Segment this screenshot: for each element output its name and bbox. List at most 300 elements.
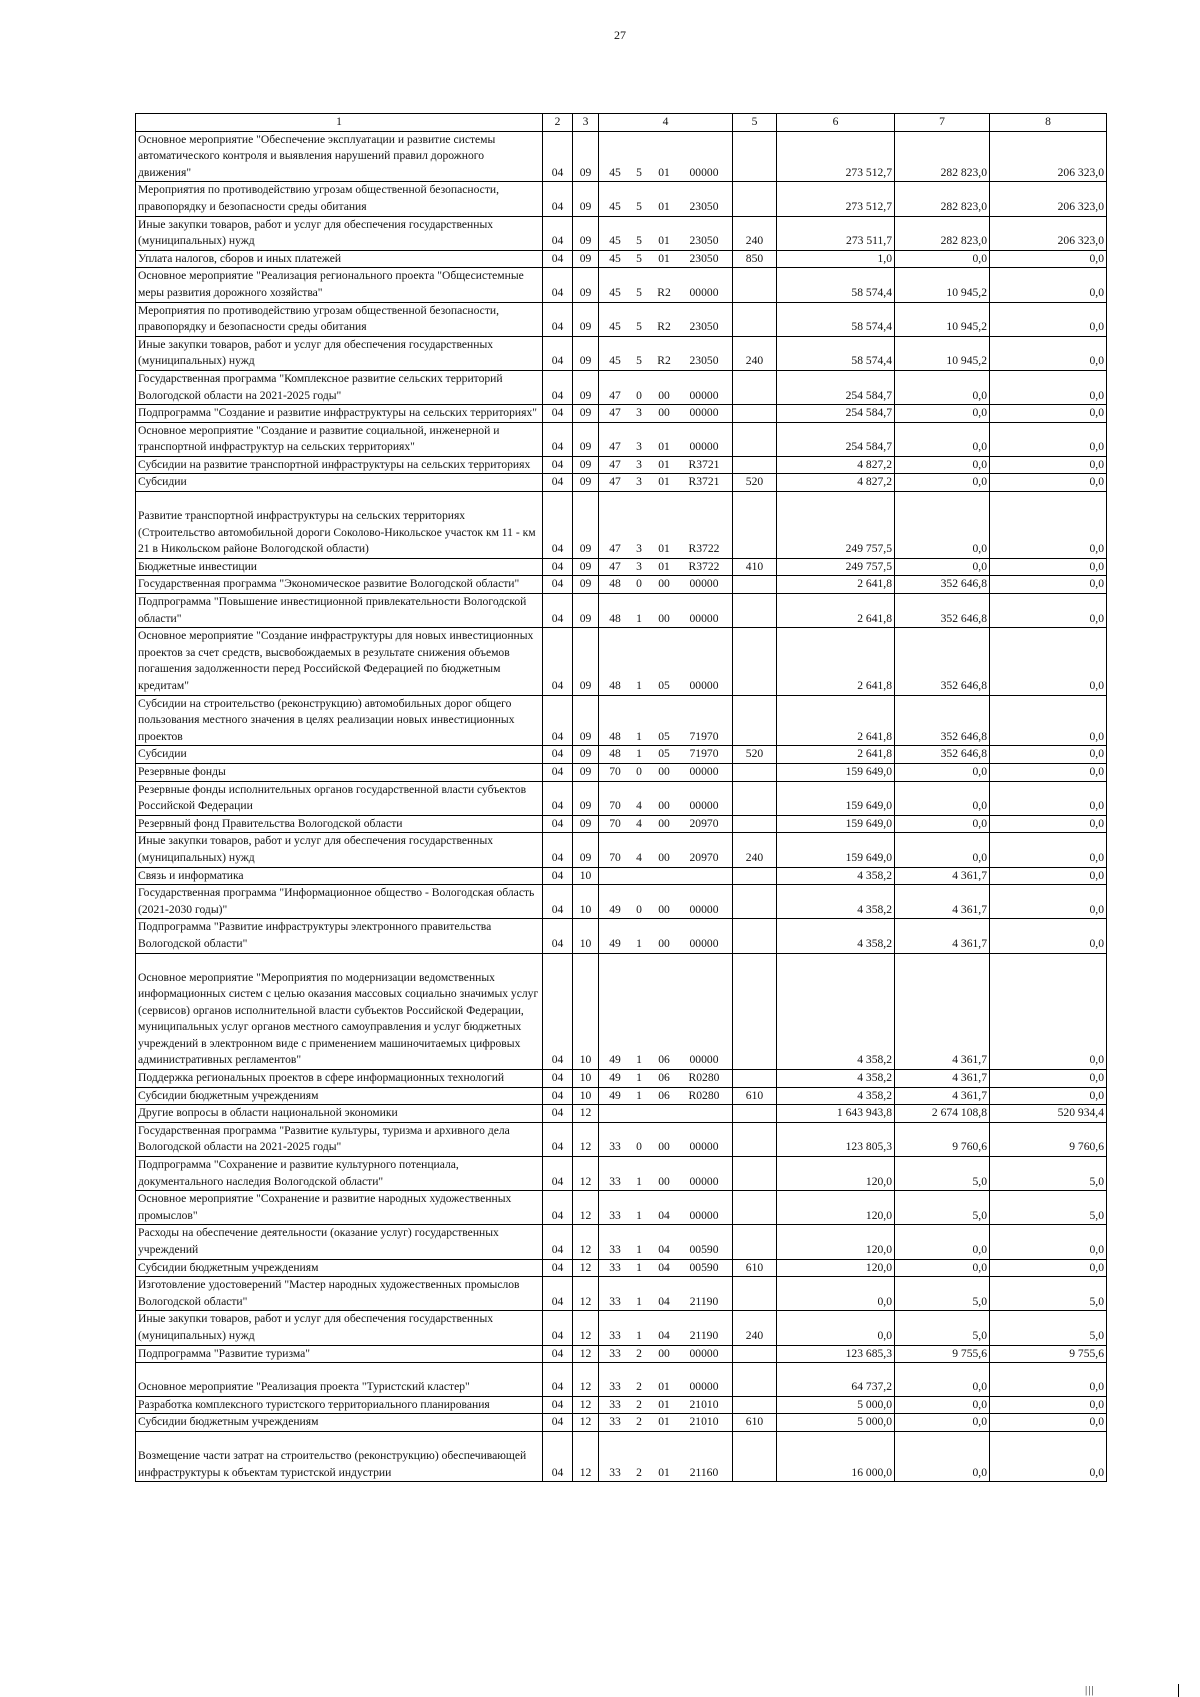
row-activity-code: 01 <box>658 475 670 489</box>
row-name: Подпрограмма "Развитие инфраструктуры электронного правительства Вологодской области" <box>136 919 543 953</box>
row-amount-col8: 0,0 <box>990 1363 1107 1397</box>
row-amount-col8: 0,0 <box>990 405 1107 423</box>
row-activity-code: 01 <box>658 165 670 179</box>
row-subprogram-code: 2 <box>636 1397 642 1411</box>
row-subprogram-code: 0 <box>636 764 642 778</box>
row-direction-code: 00000 <box>689 1053 719 1067</box>
row-amount-col6: 0,0 <box>777 1277 895 1311</box>
row-target-article <box>599 867 733 885</box>
row-subsection: 10 <box>573 867 599 885</box>
row-section: 04 <box>543 1259 573 1277</box>
row-subsection: 10 <box>573 953 599 1070</box>
row-amount-col6: 159 649,0 <box>777 815 895 833</box>
row-amount-col7: 0,0 <box>895 474 990 492</box>
row-subsection: 12 <box>573 1157 599 1191</box>
row-expense-type: 240 <box>733 1311 777 1345</box>
row-direction-code: R0280 <box>688 1088 720 1102</box>
row-amount-col8: 5,0 <box>990 1311 1107 1345</box>
row-target-article <box>599 628 733 695</box>
row-amount-col8: 5,0 <box>990 1277 1107 1311</box>
row-amount-col7: 10 945,2 <box>895 302 990 336</box>
row-subsection: 12 <box>573 1191 599 1225</box>
row-subsection: 12 <box>573 1414 599 1432</box>
row-amount-col8: 0,0 <box>990 456 1107 474</box>
row-section: 04 <box>543 1087 573 1105</box>
row-target-article <box>599 1087 733 1105</box>
row-direction-code: 00000 <box>689 406 719 420</box>
row-section: 04 <box>543 422 573 456</box>
row-amount-col6: 4 827,2 <box>777 474 895 492</box>
header-cell: 8 <box>990 114 1107 132</box>
row-amount-col6: 2 641,8 <box>777 628 895 695</box>
row-name: Резервные фонды <box>136 763 543 781</box>
table-row <box>136 558 1107 576</box>
row-section: 04 <box>543 1122 573 1156</box>
row-amount-col7: 0,0 <box>895 781 990 815</box>
table-row <box>136 919 1107 953</box>
row-program-code: 49 <box>609 1088 621 1102</box>
row-activity-code: 01 <box>658 457 670 471</box>
row-amount-col6: 5 000,0 <box>777 1396 895 1414</box>
row-subprogram-code: 5 <box>636 251 642 265</box>
row-amount-col8: 0,0 <box>990 1087 1107 1105</box>
row-name: Изготовление удостоверений "Мастер народных художественных промыслов Вологодской области" <box>136 1277 543 1311</box>
row-subprogram-code: 1 <box>636 729 642 743</box>
row-direction-code: 00000 <box>689 764 719 778</box>
row-program-code: 47 <box>609 542 621 556</box>
row-section: 04 <box>543 815 573 833</box>
row-target-article <box>599 268 733 302</box>
row-amount-col7: 282 823,0 <box>895 131 990 182</box>
row-activity-code: 01 <box>658 559 670 573</box>
row-subsection: 12 <box>573 1122 599 1156</box>
row-program-code: 47 <box>609 475 621 489</box>
row-direction-code: 00000 <box>689 611 719 625</box>
row-amount-col7: 352 646,8 <box>895 576 990 594</box>
row-activity-code: 06 <box>658 1053 670 1067</box>
row-amount-col6: 1,0 <box>777 250 895 268</box>
row-amount-col7: 4 361,7 <box>895 885 990 919</box>
row-expense-type <box>733 182 777 216</box>
row-amount-col8: 5,0 <box>990 1191 1107 1225</box>
row-amount-col6: 0,0 <box>777 1311 895 1345</box>
row-program-code: 45 <box>609 234 621 248</box>
row-expense-type <box>733 1345 777 1363</box>
row-direction-code: 23050 <box>689 251 719 265</box>
row-amount-col8: 0,0 <box>990 492 1107 559</box>
row-target-article <box>599 885 733 919</box>
row-subsection: 09 <box>573 492 599 559</box>
row-amount-col8: 206 323,0 <box>990 131 1107 182</box>
row-amount-col8: 0,0 <box>990 1414 1107 1432</box>
row-section: 04 <box>543 456 573 474</box>
row-expense-type <box>733 268 777 302</box>
row-name: Развитие транспортной инфраструктуры на сельских территориях (Строительство автомобильной дороги Соколово-Никольское участок км 11 - км 21 в Никольском районе Вологодской области) <box>136 492 543 559</box>
row-name: Основное мероприятие "Создание и развитие социальной, инженерной и транспортной инфраструктур на сельских территориях" <box>136 422 543 456</box>
row-name: Подпрограмма "Повышение инвестиционной привлекательности Вологодской области" <box>136 594 543 628</box>
row-activity-code: 00 <box>658 799 670 813</box>
row-subsection: 09 <box>573 336 599 370</box>
row-subprogram-code: 2 <box>636 1465 642 1479</box>
row-amount-col6: 4 358,2 <box>777 1087 895 1105</box>
row-amount-col7: 4 361,7 <box>895 1070 990 1088</box>
row-name: Другие вопросы в области национальной экономики <box>136 1105 543 1123</box>
row-section: 04 <box>543 763 573 781</box>
table-row <box>136 1191 1107 1225</box>
row-direction-code: 21190 <box>689 1294 719 1308</box>
row-target-article <box>599 131 733 182</box>
row-amount-col7: 0,0 <box>895 456 990 474</box>
row-amount-col7: 10 945,2 <box>895 336 990 370</box>
row-direction-code: 71970 <box>689 729 719 743</box>
row-target-article <box>599 1345 733 1363</box>
row-amount-col6: 273 512,7 <box>777 182 895 216</box>
row-activity-code: 00 <box>658 816 670 830</box>
row-target-article <box>599 182 733 216</box>
row-amount-col6: 249 757,5 <box>777 558 895 576</box>
row-section: 04 <box>543 474 573 492</box>
row-program-code: 33 <box>609 1294 621 1308</box>
row-target-article <box>599 474 733 492</box>
row-section: 04 <box>543 1225 573 1259</box>
row-subprogram-code: 1 <box>636 1328 642 1342</box>
row-subsection: 09 <box>573 474 599 492</box>
row-target-article <box>599 1070 733 1088</box>
row-direction-code: R3722 <box>688 542 720 556</box>
table-row <box>136 628 1107 695</box>
row-amount-col7: 0,0 <box>895 492 990 559</box>
row-name: Основное мероприятие "Мероприятия по модернизации ведомственных информационных систем с целью оказания массовых социально значимых услуг (сервисов) органов исполнительной власти субъектов Российской Федерации, муниципальных услуг органов местного самоуправления и услуг бюджетных учреждений в электронном виде с применением машиночитаемых цифровых административных регламентов" <box>136 953 543 1070</box>
row-target-article <box>599 576 733 594</box>
row-direction-code: 00000 <box>689 902 719 916</box>
row-expense-type <box>733 422 777 456</box>
row-section: 04 <box>543 867 573 885</box>
row-activity-code: 06 <box>658 1071 670 1085</box>
row-amount-col8: 0,0 <box>990 867 1107 885</box>
row-amount-col6: 5 000,0 <box>777 1414 895 1432</box>
row-amount-col6: 2 641,8 <box>777 594 895 628</box>
row-target-article <box>599 1363 733 1397</box>
row-amount-col8: 0,0 <box>990 250 1107 268</box>
row-direction-code: 23050 <box>689 234 719 248</box>
row-activity-code: 00 <box>658 577 670 591</box>
row-amount-col7: 352 646,8 <box>895 594 990 628</box>
row-amount-col7: 5,0 <box>895 1191 990 1225</box>
row-amount-col8: 0,0 <box>990 1396 1107 1414</box>
row-name: Субсидии бюджетным учреждениям <box>136 1259 543 1277</box>
row-activity-code: 01 <box>658 1380 670 1394</box>
row-program-code: 47 <box>609 457 621 471</box>
row-expense-type <box>733 1070 777 1088</box>
table-row <box>136 885 1107 919</box>
row-amount-col8: 206 323,0 <box>990 182 1107 216</box>
row-program-code: 70 <box>609 799 621 813</box>
row-target-article <box>599 370 733 404</box>
row-name: Государственная программа "Экономическое развитие Вологодской области" <box>136 576 543 594</box>
row-expense-type <box>733 953 777 1070</box>
row-subsection: 09 <box>573 558 599 576</box>
row-expense-type <box>733 1396 777 1414</box>
row-subsection: 10 <box>573 919 599 953</box>
row-expense-type: 850 <box>733 250 777 268</box>
row-name: Основное мероприятие "Обеспечение эксплуатации и развитие системы автоматического контроля и выявления нарушений правил дорожного движения" <box>136 131 543 182</box>
row-name: Поддержка региональных проектов в сфере информационных технологий <box>136 1070 543 1088</box>
table-row <box>136 474 1107 492</box>
header-cell: 7 <box>895 114 990 132</box>
row-amount-col8: 0,0 <box>990 576 1107 594</box>
row-program-code: 49 <box>609 1071 621 1085</box>
row-direction-code: 20970 <box>689 816 719 830</box>
row-program-code: 70 <box>609 764 621 778</box>
row-subsection: 09 <box>573 422 599 456</box>
row-activity-code: R2 <box>657 320 671 334</box>
row-name: Подпрограмма "Развитие туризма" <box>136 1345 543 1363</box>
row-section: 04 <box>543 1277 573 1311</box>
row-subprogram-code: 3 <box>636 559 642 573</box>
row-expense-type: 520 <box>733 474 777 492</box>
row-amount-col7: 0,0 <box>895 1363 990 1397</box>
row-amount-col6: 64 737,2 <box>777 1363 895 1397</box>
row-section: 04 <box>543 746 573 764</box>
row-amount-col7: 0,0 <box>895 763 990 781</box>
row-target-article <box>599 422 733 456</box>
row-amount-col6: 273 511,7 <box>777 216 895 250</box>
row-amount-col7: 0,0 <box>895 1259 990 1277</box>
row-subprogram-code: 3 <box>636 406 642 420</box>
header-cell: 4 <box>599 114 733 132</box>
row-section: 04 <box>543 492 573 559</box>
row-program-code: 49 <box>609 902 621 916</box>
row-amount-col6: 16 000,0 <box>777 1431 895 1481</box>
row-subprogram-code: 4 <box>636 799 642 813</box>
table-row <box>136 746 1107 764</box>
row-amount-col8: 0,0 <box>990 1431 1107 1481</box>
row-direction-code: 00000 <box>689 799 719 813</box>
row-name: Государственная программа "Развитие культуры, туризма и архивного дела Вологодской области на 2021-2025 годы" <box>136 1122 543 1156</box>
row-program-code: 45 <box>609 251 621 265</box>
row-amount-col6: 273 512,7 <box>777 131 895 182</box>
row-amount-col6: 254 584,7 <box>777 422 895 456</box>
row-program-code: 33 <box>609 1208 621 1222</box>
row-amount-col6: 58 574,4 <box>777 336 895 370</box>
row-amount-col7: 0,0 <box>895 558 990 576</box>
row-expense-type <box>733 1105 777 1123</box>
table-row <box>136 1363 1107 1397</box>
table-row <box>136 216 1107 250</box>
row-subprogram-code: 3 <box>636 542 642 556</box>
row-subsection: 12 <box>573 1259 599 1277</box>
row-amount-col6: 120,0 <box>777 1259 895 1277</box>
row-subsection: 09 <box>573 695 599 746</box>
row-expense-type <box>733 1225 777 1259</box>
row-amount-col8: 0,0 <box>990 815 1107 833</box>
row-amount-col6: 123 805,3 <box>777 1122 895 1156</box>
row-subprogram-code: 0 <box>636 577 642 591</box>
row-subprogram-code: 5 <box>636 320 642 334</box>
table-row <box>136 781 1107 815</box>
row-direction-code: 23050 <box>689 354 719 368</box>
row-name: Мероприятия по противодействию угрозам общественной безопасности, правопорядку и безопасности среды обитания <box>136 302 543 336</box>
row-activity-code: 00 <box>658 850 670 864</box>
row-activity-code: 04 <box>658 1328 670 1342</box>
row-amount-col8: 0,0 <box>990 474 1107 492</box>
row-activity-code: R2 <box>657 285 671 299</box>
row-program-code: 33 <box>609 1415 621 1429</box>
row-target-article <box>599 695 733 746</box>
table-row <box>136 268 1107 302</box>
row-amount-col7: 352 646,8 <box>895 695 990 746</box>
row-amount-col8: 0,0 <box>990 1070 1107 1088</box>
row-amount-col7: 5,0 <box>895 1277 990 1311</box>
row-activity-code: 04 <box>658 1260 670 1274</box>
table-row <box>136 1396 1107 1414</box>
row-subsection: 10 <box>573 885 599 919</box>
row-subprogram-code: 1 <box>636 1053 642 1067</box>
row-target-article <box>599 594 733 628</box>
row-program-code: 47 <box>609 559 621 573</box>
row-amount-col7: 4 361,7 <box>895 919 990 953</box>
row-activity-code: 00 <box>658 902 670 916</box>
row-activity-code: 00 <box>658 1346 670 1360</box>
row-subprogram-code: 0 <box>636 902 642 916</box>
row-target-article <box>599 250 733 268</box>
row-subprogram-code: 1 <box>636 1071 642 1085</box>
row-amount-col7: 5,0 <box>895 1311 990 1345</box>
row-name: Мероприятия по противодействию угрозам общественной безопасности, правопорядку и безопасности среды обитания <box>136 182 543 216</box>
row-target-article <box>599 1225 733 1259</box>
row-target-article <box>599 1414 733 1432</box>
table-row <box>136 1157 1107 1191</box>
row-amount-col6: 120,0 <box>777 1225 895 1259</box>
row-amount-col7: 0,0 <box>895 1225 990 1259</box>
row-expense-type <box>733 456 777 474</box>
row-direction-code: 23050 <box>689 199 719 213</box>
table-row <box>136 867 1107 885</box>
row-amount-col7: 2 674 108,8 <box>895 1105 990 1123</box>
row-subprogram-code: 5 <box>636 285 642 299</box>
row-amount-col6: 1 643 943,8 <box>777 1105 895 1123</box>
row-amount-col6: 4 827,2 <box>777 456 895 474</box>
row-subprogram-code: 3 <box>636 457 642 471</box>
row-amount-col8: 0,0 <box>990 302 1107 336</box>
row-section: 04 <box>543 370 573 404</box>
row-activity-code: 05 <box>658 729 670 743</box>
row-direction-code: 20970 <box>689 850 719 864</box>
row-direction-code: R0280 <box>688 1071 720 1085</box>
row-target-article <box>599 1277 733 1311</box>
table-row <box>136 405 1107 423</box>
row-program-code: 48 <box>609 729 621 743</box>
row-target-article <box>599 456 733 474</box>
row-program-code: 33 <box>609 1346 621 1360</box>
row-activity-code: R2 <box>657 354 671 368</box>
row-expense-type <box>733 1363 777 1397</box>
row-amount-col6: 4 358,2 <box>777 919 895 953</box>
row-amount-col8: 0,0 <box>990 833 1107 867</box>
row-subsection: 12 <box>573 1363 599 1397</box>
row-subsection: 09 <box>573 216 599 250</box>
row-section: 04 <box>543 1070 573 1088</box>
row-activity-code: 04 <box>658 1243 670 1256</box>
table-row <box>136 1087 1107 1105</box>
row-expense-type <box>733 576 777 594</box>
table-row <box>136 336 1107 370</box>
row-amount-col8: 0,0 <box>990 594 1107 628</box>
row-subprogram-code: 3 <box>636 475 642 489</box>
row-program-code: 48 <box>609 611 621 625</box>
row-subprogram-code: 2 <box>636 1380 642 1394</box>
row-activity-code: 05 <box>658 747 670 761</box>
row-subsection: 09 <box>573 405 599 423</box>
row-amount-col7: 9 755,6 <box>895 1345 990 1363</box>
header-cell: 3 <box>573 114 599 132</box>
row-direction-code: 00590 <box>689 1260 719 1274</box>
row-amount-col6: 254 584,7 <box>777 370 895 404</box>
row-activity-code: 01 <box>658 199 670 213</box>
row-activity-code: 06 <box>658 1088 670 1102</box>
row-subsection: 09 <box>573 576 599 594</box>
row-name: Субсидии на развитие транспортной инфраструктуры на сельских территориях <box>136 456 543 474</box>
row-target-article <box>599 1396 733 1414</box>
row-expense-type <box>733 1431 777 1481</box>
row-program-code: 33 <box>609 1140 621 1154</box>
row-program-code: 47 <box>609 440 621 454</box>
row-expense-type: 610 <box>733 1087 777 1105</box>
row-expense-type: 240 <box>733 833 777 867</box>
row-subsection: 09 <box>573 594 599 628</box>
row-target-article <box>599 1431 733 1481</box>
row-target-article <box>599 815 733 833</box>
row-direction-code: R3721 <box>688 475 720 489</box>
row-activity-code: 00 <box>658 764 670 778</box>
table-row <box>136 182 1107 216</box>
row-section: 04 <box>543 1191 573 1225</box>
row-amount-col6: 4 358,2 <box>777 885 895 919</box>
row-activity-code: 00 <box>658 936 670 950</box>
row-section: 04 <box>543 131 573 182</box>
row-target-article <box>599 1191 733 1225</box>
row-activity-code: 01 <box>658 251 670 265</box>
row-direction-code: R3722 <box>688 559 720 573</box>
table-row <box>136 1105 1107 1123</box>
row-section: 04 <box>543 594 573 628</box>
row-section: 04 <box>543 1396 573 1414</box>
row-subprogram-code: 1 <box>636 1243 642 1256</box>
row-amount-col6: 58 574,4 <box>777 302 895 336</box>
row-subprogram-code: 5 <box>636 354 642 368</box>
row-expense-type <box>733 781 777 815</box>
row-program-code: 33 <box>609 1260 621 1274</box>
row-target-article <box>599 302 733 336</box>
row-amount-col7: 0,0 <box>895 370 990 404</box>
table-row <box>136 1277 1107 1311</box>
row-subprogram-code: 1 <box>636 679 642 692</box>
row-program-code: 45 <box>609 165 621 179</box>
row-direction-code: 00000 <box>689 388 719 402</box>
table-row <box>136 1259 1107 1277</box>
row-program-code: 45 <box>609 354 621 368</box>
row-subsection: 09 <box>573 628 599 695</box>
row-subsection: 09 <box>573 370 599 404</box>
row-expense-type <box>733 302 777 336</box>
row-program-code: 45 <box>609 199 621 213</box>
row-target-article <box>599 763 733 781</box>
row-expense-type: 520 <box>733 746 777 764</box>
row-target-article <box>599 953 733 1070</box>
row-amount-col8: 0,0 <box>990 781 1107 815</box>
row-amount-col7: 0,0 <box>895 1431 990 1481</box>
row-expense-type: 610 <box>733 1259 777 1277</box>
